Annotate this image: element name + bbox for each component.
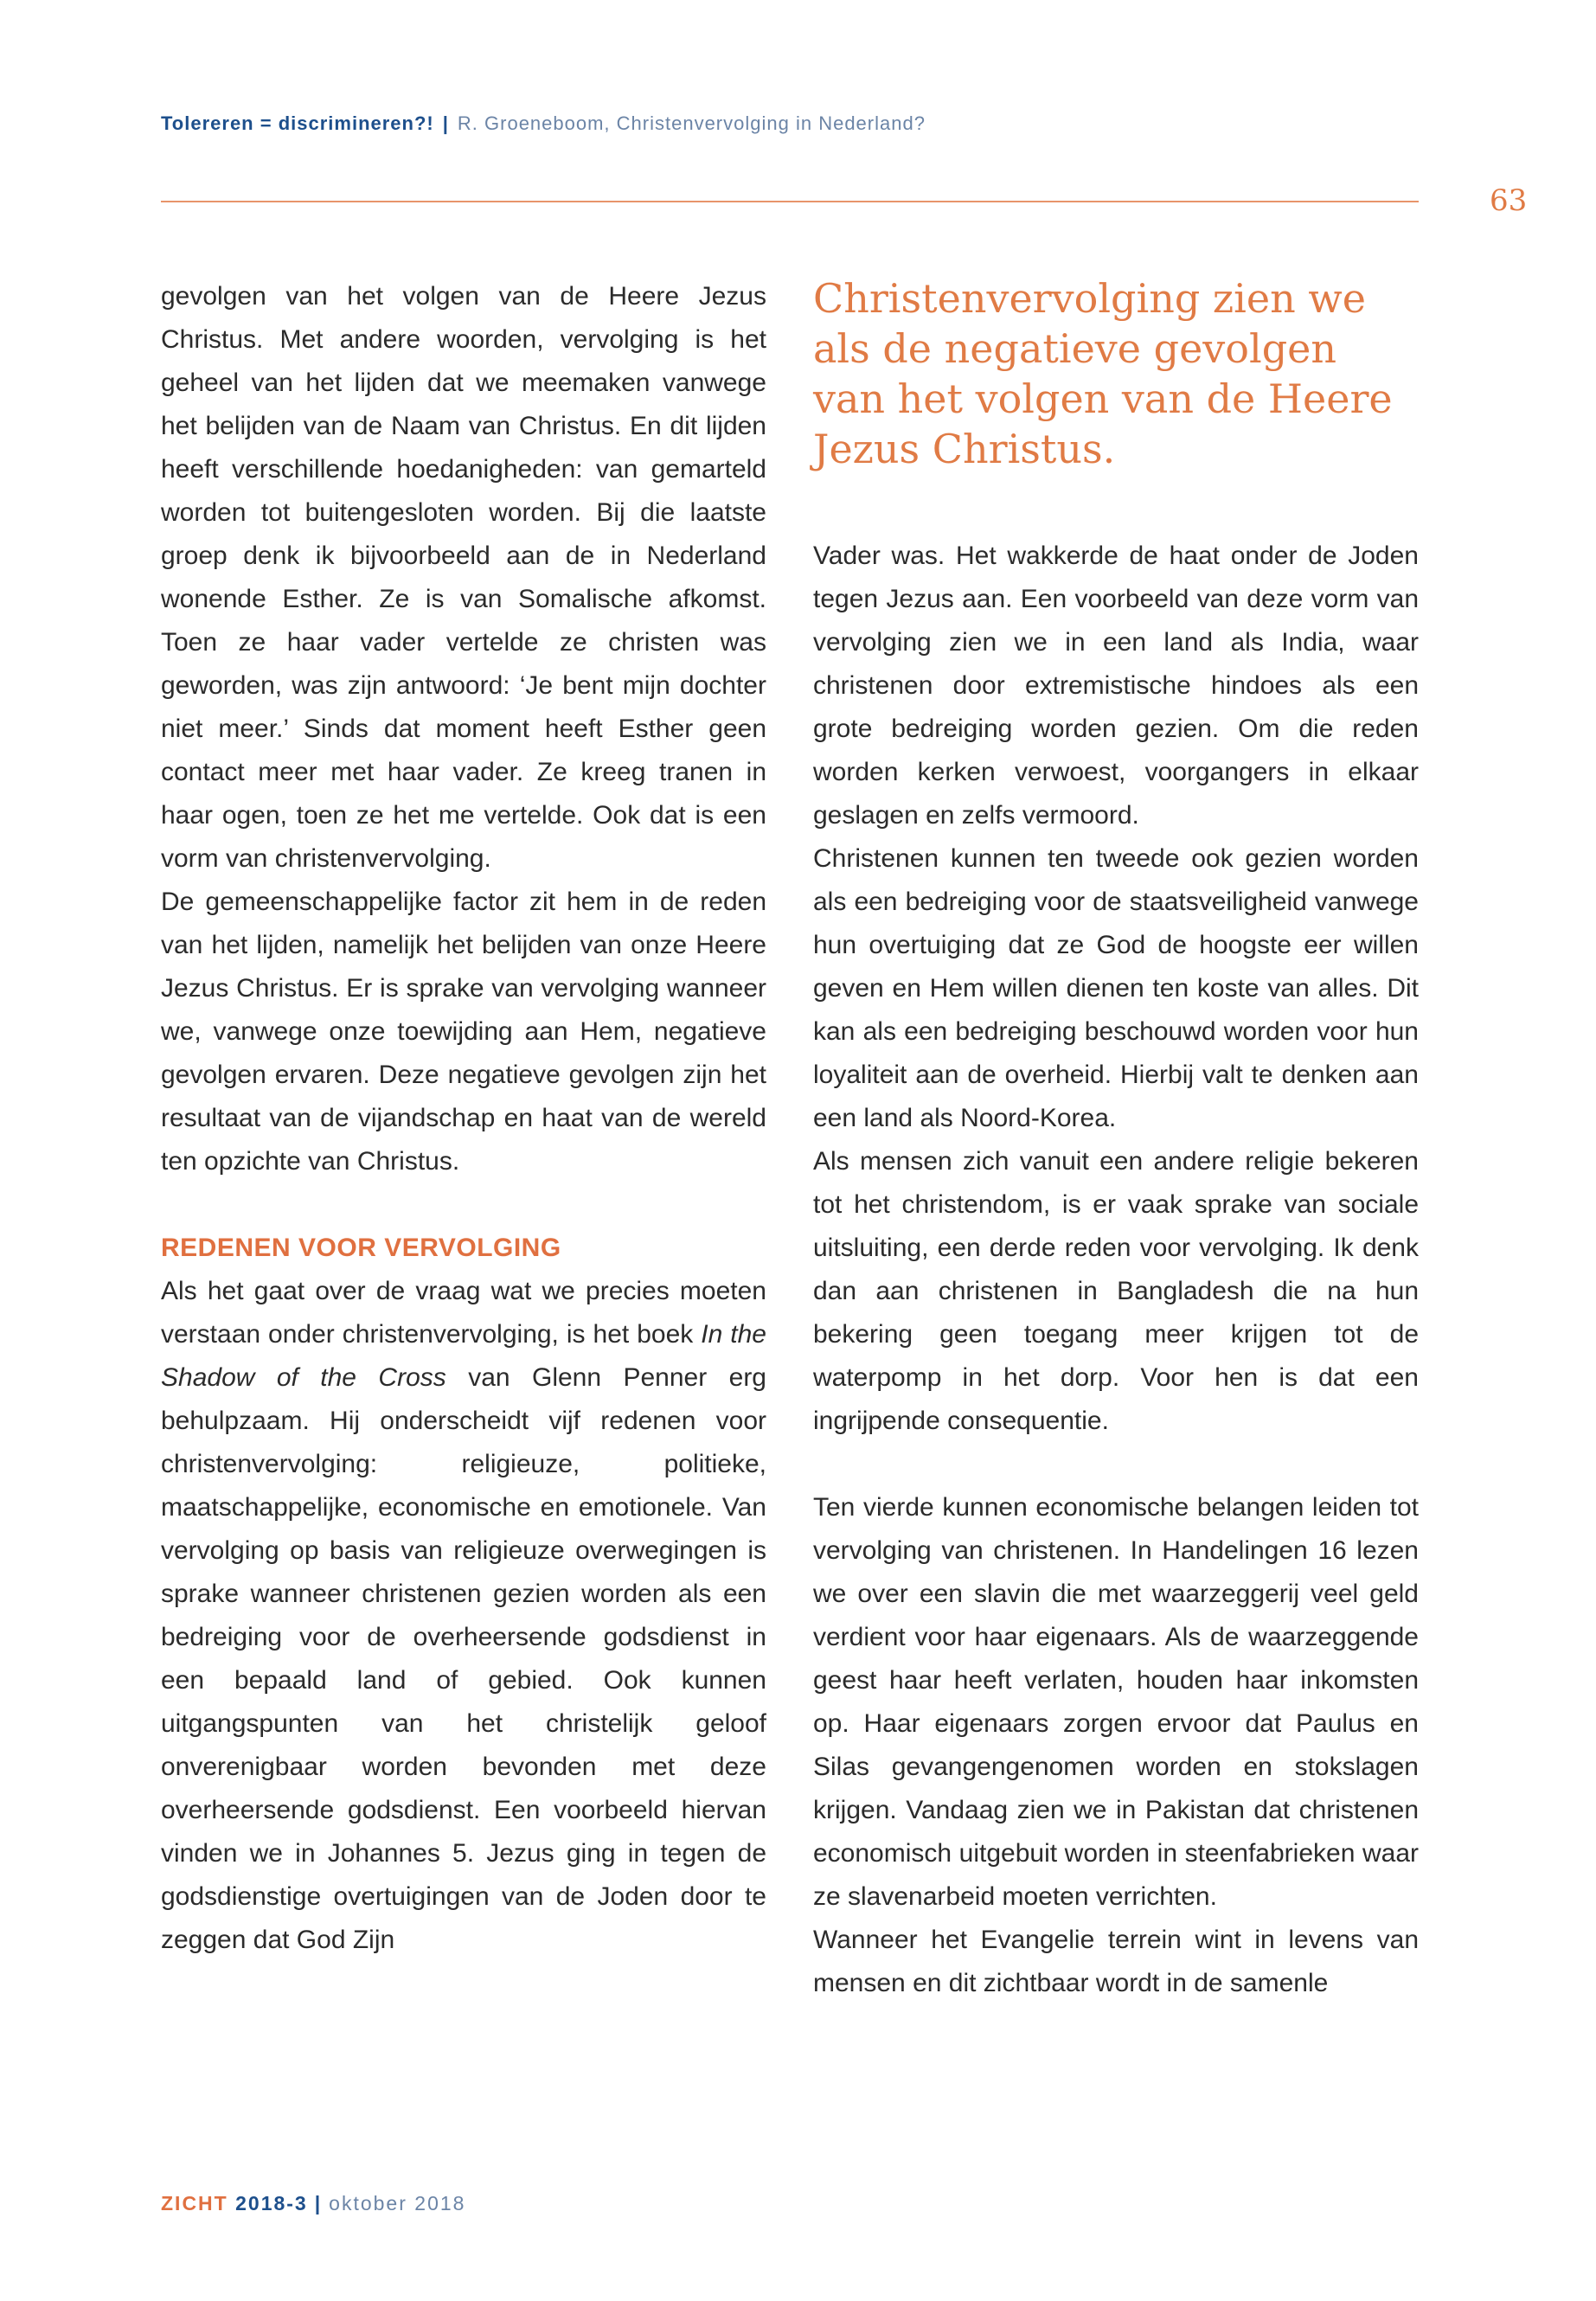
section-heading: REDENEN VOOR VERVOLGING [161,1234,561,1262]
author-and-title: R. Groeneboom, Christenvervolging in Nederland? [457,112,926,134]
issue-date: oktober 2018 [329,2192,466,2214]
running-header [161,112,926,135]
body-text: van Glenn Penner erg behulpzaam. Hij onderscheidt vijf redenen voor christenvervolging: religieuze, politieke, maatschappelijke, economische en emotionele. Van vervolging op basis van religieuze overwegingen is sprake wanneer christenen gezien worden als een bedreiging voor de overheersende godsdienst in een bepaald land of gebied. Ook kunnen uitgangspunten van het christelijk geloof onverenigbaar worden bevonden met deze overheersende godsdienst. Een voorbeeld hiervan vinden we in Johannes 5. Jezus ging in tegen de godsdienstige overtuigingen van de Joden door te zeggen dat God Zijn [161,1363,766,1954]
body-paragraph: Wanneer het Evangelie terrein wint in levens van mensen en dit zichtbaar wordt in de samenle [813,1926,1419,1997]
body-paragraph: Ten vierde kunnen economische belangen leiden tot vervolging van christenen. In Handelingen 16 lezen we over een slavin die met waarzeggerij veel geld verdient voor haar eigenaars. Als de waarzeggende geest haar heeft verlaten, houden haar inkomsten op. Haar eigenaars zorgen ervoor dat Paulus en Silas gevangengenomen worden en stokslagen krijgen. Vandaag zien we in Pakistan dat christenen economisch uitgebuit worden in steenfabrieken waar ze slavenarbeid moeten verrichten. [813,1493,1419,1911]
body-paragraph: Vader was. Het wakkerde de haat onder de Joden tegen Jezus aan. Een voorbeeld van deze vorm van vervolging zien we in een land als India, waar christenen door extremistische hindoes als een grote bedreiging worden gezien. Om die reden worden kerken verwoest, voorgangers in elkaar geslagen en zelfs vermoord. [813,542,1419,830]
body-text: Als het gaat over de vraag wat we precies moeten verstaan onder christenvervolging, is het boek [161,1277,766,1349]
magazine-name: ZICHT [161,2192,228,2214]
page-footer [161,2192,465,2215]
issue-number: 2018-3 [235,2192,308,2214]
page-number: 63 [1490,183,1528,218]
body-paragraph [161,1270,766,1962]
body-paragraph: Christenen kunnen ten tweede ook gezien worden als een bedreiging voor de staatsveiligheid vanwege hun overtuiging dat ze God de hoogste eer willen geven en Hem willen dienen ten koste van alles. Dit kan als een bedreiging beschouwd worden voor hun loyaliteit aan de overheid. Hierbij valt te denken aan een land als Noord-Korea. [813,844,1419,1132]
left-column [161,275,766,1962]
right-column [813,535,1419,2005]
footer-separator: | [314,2192,323,2214]
body-paragraph: Als mensen zich vanuit een andere religie bekeren tot het christendom, is er vaak sprake van sociale uitsluiting, een derde reden voor vervolging. Ik denk dan aan christenen in Bangladesh die na hun bekering geen toegang meer krijgen tot de waterpomp in het dorp. Voor hen is dat een ingrijpende consequentie. [813,1147,1419,1435]
series-title: Tolereren = discrimineren?! [161,112,434,134]
pull-quote: Christenvervolging zien we als de negatieve gevolgen van het volgen van de Heere Jezus Christus. [813,275,1393,472]
book-title: In the Shadow of the Cross [161,1320,766,1392]
header-separator: | [442,112,449,134]
header-rule [161,201,1419,202]
body-paragraph: gevolgen van het volgen van de Heere Jezus Christus. Met andere woorden, vervolging is het geheel van het lijden dat we meemaken vanwege het belijden van de Naam van Christus. En dit lijden heeft verschillende hoedanigheden: van gemarteld worden tot buitengesloten worden. Bij die laatste groep denk ik bijvoorbeeld aan de in Nederland wonende Esther. Ze is van Somalische afkomst. Toen ze haar vader vertelde ze christen was geworden, was zijn antwoord: ‘Je bent mijn dochter niet meer.’ Sinds dat moment heeft Esther geen contact meer met haar vader. Ze kreeg tranen in haar ogen, toen ze het me vertelde. Ook dat is een vorm van christenvervolging. [161,282,766,873]
body-paragraph: De gemeenschappelijke factor zit hem in de reden van het lijden, namelijk het belijden van onze Heere Jezus Christus. Er is sprake van vervolging wanneer we, vanwege onze toewijding aan Hem, negatieve gevolgen ervaren. Deze negatieve gevolgen zijn het resultaat van de vijandschap en haat van de wereld ten opzichte van Christus. [161,888,766,1176]
